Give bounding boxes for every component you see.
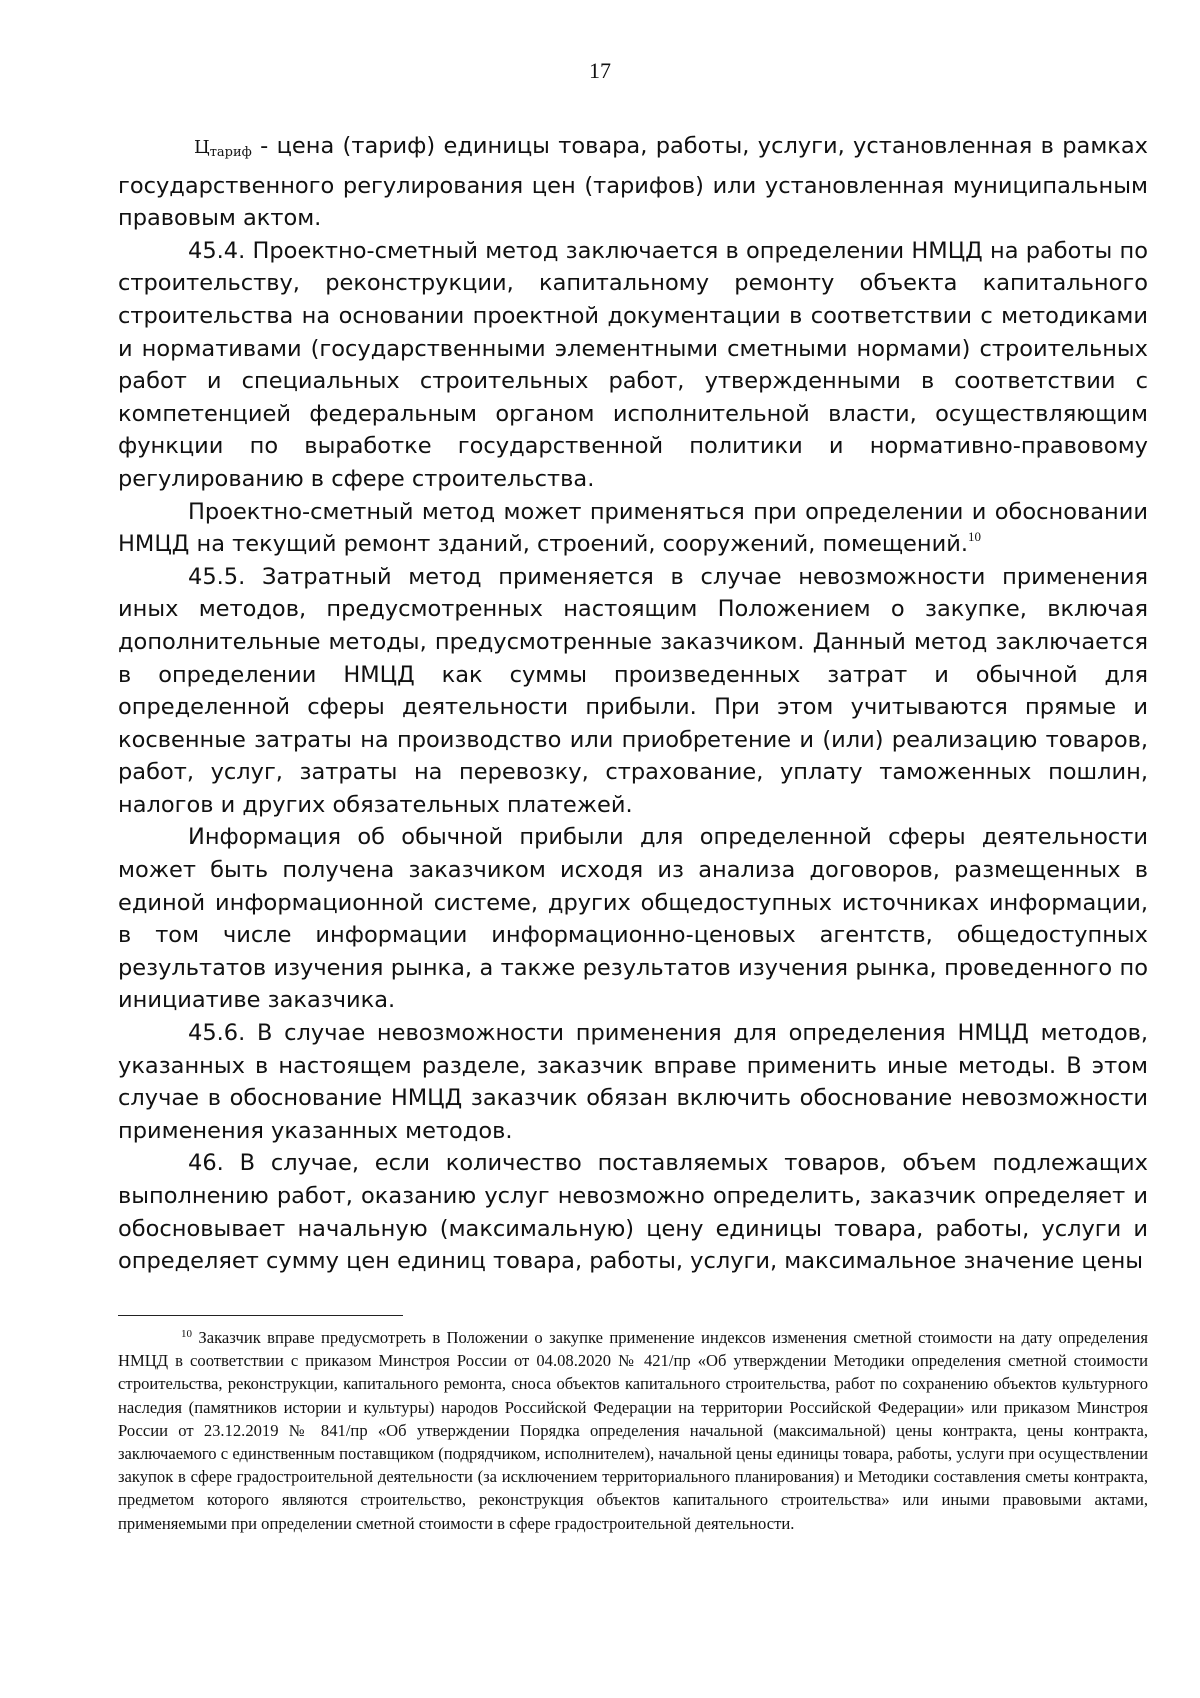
footnote-reference[interactable]: 10 <box>967 529 981 545</box>
formula-symbol-subscript: тариф <box>209 145 252 160</box>
paragraph-46: 46. В случае, если количество поставляемых товаров, объем подлежащих выполнению работ, оказанию услуг невозможно определить, заказчик определяет и обосновывает начальную (максимальную) цену единицы товара, работы, услуги и определяет сумму цен единиц товара, работы, услуги, максимальное значение цены <box>118 1150 1148 1275</box>
footnote <box>118 1326 1148 1535</box>
paragraph-text: Проектно-сметный метод может применяться при определении и обосновании НМЦД на текущий ремонт зданий, строений, сооружений, помещений. <box>118 498 1148 558</box>
formula-symbol-base: Ц <box>194 137 210 158</box>
formula-symbol <box>194 137 252 158</box>
main-text <box>118 130 1148 1278</box>
paragraph-45-4: 45.4. Проектно-сметный метод заключается в определении НМЦД на работы по строительству, реконструкции, капитальному ремонту объекта капитального строительства на основании проектной документации в соответствии с методиками и нормативами (государственными элементными сметными нормами) строительных работ и специальных строительных работ, утвержденными в соответствии с компетенцией федеральным органом исполнительной власти, осуществляющим функции по выработке государственной политики и нормативно-правовому регулированию в сфере строительства. <box>118 237 1148 492</box>
paragraph-text: - цена (тариф) единицы товара, работы, услуги, установленная в рамках государственного регулирования цен (тарифов) или установленная муниципальным правовым актом. <box>118 133 1148 232</box>
paragraph-45-6: 45.6. В случае невозможности применения для определения НМЦД методов, указанных в настоящем разделе, заказчик вправе применить иные методы. В этом случае в обоснование НМЦД заказчик обязан включить обоснование невозможности применения указанных методов. <box>118 1020 1148 1144</box>
page-number: 17 <box>589 58 611 83</box>
paragraph-profit-information: Информация об обычной прибыли для определенной сферы деятельности может быть получена заказчиком исходя из анализа договоров, размещенных в единой информационной системе, других общедоступных источниках информации, в том числе информации информационно-ценовых агентств, общедоступных результатов изучения рынка, а также результатов изучения рынка, проведенного по инициативе заказчика. <box>118 824 1148 1014</box>
footnote-separator <box>118 1315 403 1316</box>
footnote-number: 10 <box>181 1328 192 1340</box>
paragraph-tariff-definition <box>118 130 1148 235</box>
footnote-10 <box>118 1326 1148 1535</box>
paragraph-45-5: 45.5. Затратный метод применяется в случае невозможности применения иных методов, предусмотренных настоящим Положением о закупке, включая дополнительные методы, предусмотренные заказчиком. Данный метод заключается в определении НМЦД как суммы произведенных затрат и обычной для определенной сферы деятельности прибыли. При этом учитываются прямые и косвенные затраты на производство или приобретение и (или) реализацию товаров, работ, услуг, затраты на перевозку, страхование, уплату таможенных пошлин, налогов и других обязательных платежей. <box>118 563 1148 818</box>
footnote-text: Заказчик вправе предусмотреть в Положении о закупке применение индексов изменения сметной стоимости на дату определения НМЦД в соответствии с приказом Минстроя России от 04.08.2020 № 421/пр «Об утверждении Методики определения сметной стоимости строительства, реконструкции, капитального ремонта, сноса объектов капитального строительства, работ по сохранению объектов культурного наследия (памятников истории и культуры) народов Российской Федерации на территории Российской Федерации» или приказом Минстроя России от 23.12.2019 № 841/пр «Об утверждении Порядка определения начальной (максимальной) цены контракта, цены контракта, заключаемого с единственным поставщиком (подрядчиком, исполнителем), начальной цены единицы товара, работы, услуги при осуществлении закупок в сфере градостроительной деятельности (за исключением территориального планирования) и Методики составления сметы контракта, предметом которого являются строительство, реконструкция объектов капитального строительства» или иными правовыми актами, применяемыми при определении сметной стоимости в сфере градостроительной деятельности. <box>118 1328 1148 1533</box>
paragraph-design-estimate-method <box>118 496 1148 561</box>
